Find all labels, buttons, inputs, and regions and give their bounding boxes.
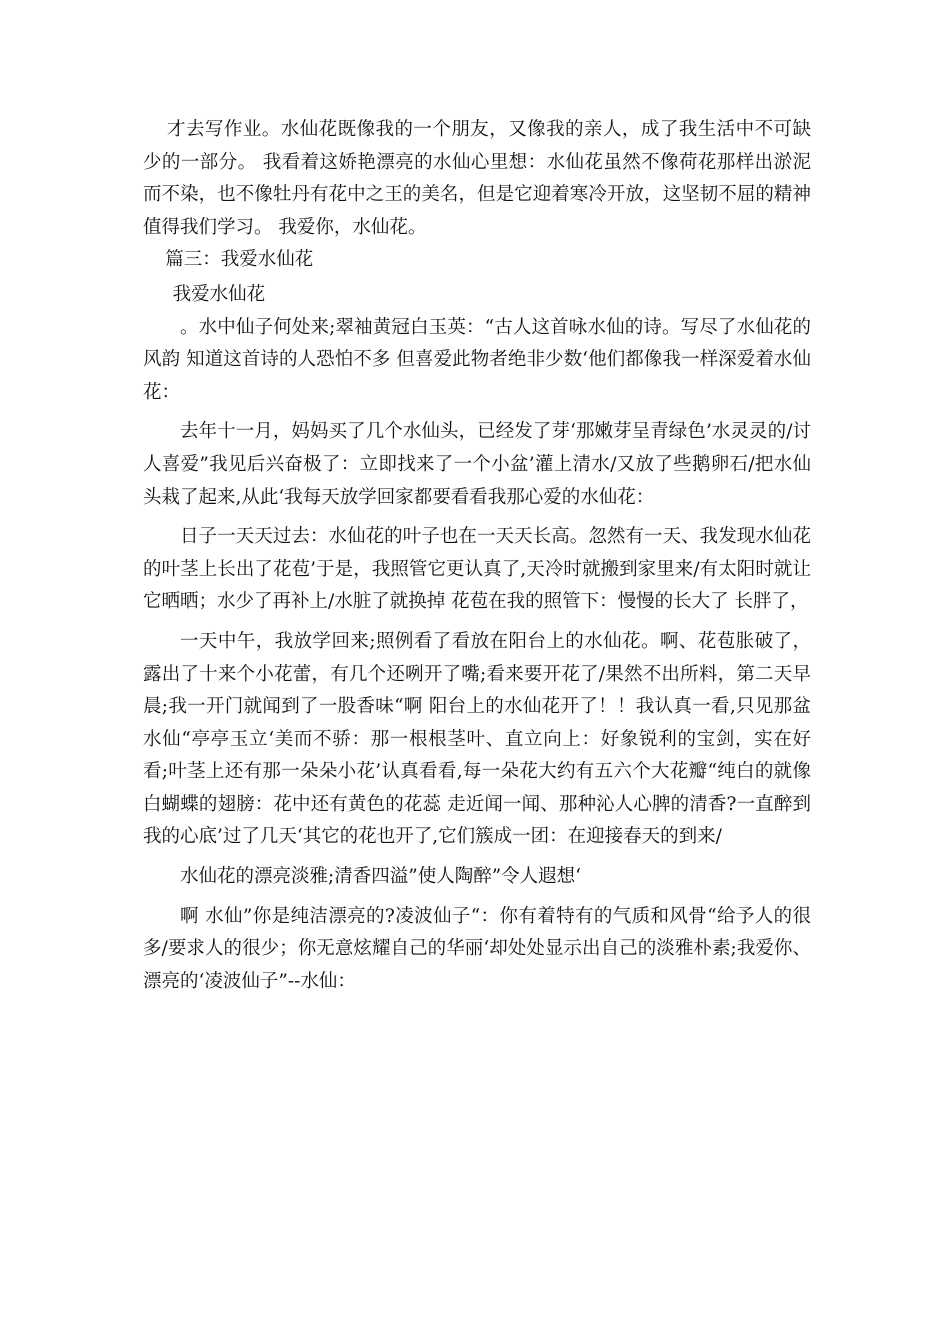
paragraph: 水仙花的漂亮淡雅;清香四溢”使人陶醉”令人遐想‘ bbox=[180, 866, 582, 888]
paragraph-continued: 才去写作业。水仙花既像我的一个朋友，又像我的亲人，成了我生活中不可缺少的一部分。 我看着这娇艳漂亮的水仙心里想：水仙花虽然不像荷花那样出淤泥而不染，也不像牡丹有花中之王的美名，但是它迎着寒冷开放，这坚韧不屈的精神值得我们学习。 我爱你，水仙花。 bbox=[143, 119, 811, 238]
essay-title: 我爱水仙花 bbox=[172, 283, 266, 305]
paragraph: 啊 水仙”你是纯洁漂亮的?凌波仙子“：你有着特有的气质和风骨“给予人的很多/要求人的很少；你无意炫耀自己的华丽‘却处处显示出自己的淡雅朴素;我爱你、漂亮的‘凌波仙子”--水仙： bbox=[143, 905, 811, 992]
paragraph: 一天中午，我放学回来;照例看了看放在阳台上的水仙花。啊、花苞胀破了，露出了十来个小花蕾，有几个还咧开了嘴;看来要开花了/果然不出所料，第二天早晨;我一开门就闻到了一股香味“啊 阳台上的水仙花开了！！我认真一看,只见那盆水仙“亭亭玉立‘美而不骄：那一根根茎叶、直立向上：好象锐利的宝剑，实在好看;叶茎上还有那一朵朵小花’认真看看,每一朵花大约有五六个大花瓣“纯白的就像白蝴蝶的翅膀：花中还有黄色的花蕊 走近闻一闻、那种沁人心脾的清香?一直醉到我的心底’过了几天‘其它的花也开了,它们簇成一团：在迎接春天的到来/ bbox=[143, 630, 811, 848]
document-body bbox=[143, 114, 811, 998]
paragraph: 去年十一月，妈妈买了几个水仙头，已经发了芽‘那嫩芽呈青绿色’水灵灵的/讨人喜爱”我见后兴奋极了：立即找来了一个小盆’灌上清水/又放了些鹅卵石/把水仙头栽了起来,从此‘我每天放学回家都要看看我那心爱的水仙花： bbox=[143, 421, 811, 508]
paragraph: 。水中仙子何处来;翠袖黄冠白玉英：“古人这首咏水仙的诗。写尽了水仙花的风韵 知道这首诗的人恐怕不多 但喜爱此物者绝非少数‘他们都像我一样深爱着水仙花： bbox=[143, 316, 811, 403]
section-label: 篇三：我爱水仙花 bbox=[165, 249, 314, 271]
paragraph: 日子一天天过去：水仙花的叶子也在一天天长高。忽然有一天、我发现水仙花的叶茎上长出了花苞’于是，我照管它更认真了,天冷时就搬到家里来/有太阳时就让它晒晒；水少了再补上/水脏了就换掉 花苞在我的照管下：慢慢的长大了 长胖了， bbox=[143, 526, 811, 613]
